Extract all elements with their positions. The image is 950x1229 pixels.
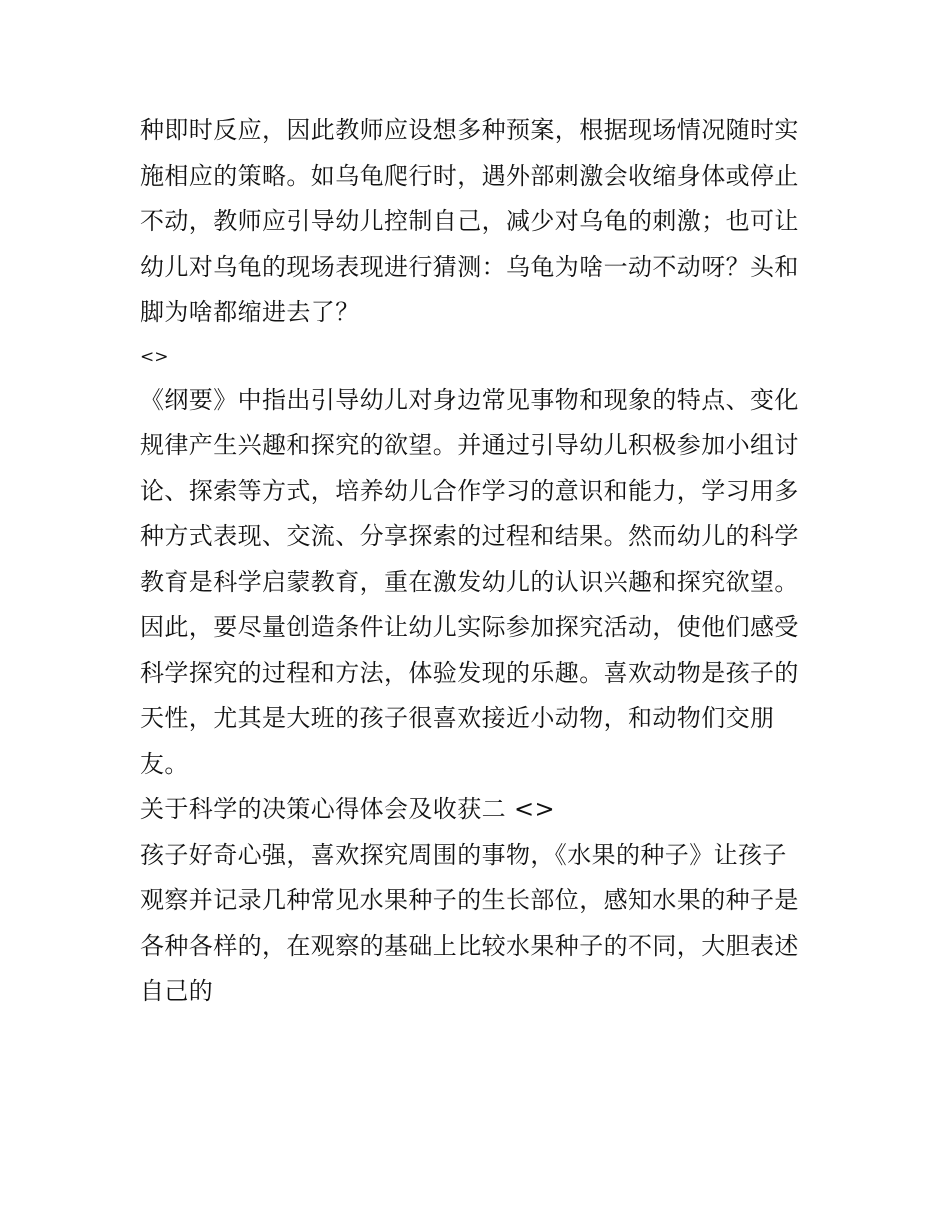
text-line: 幼儿对乌龟的现场表现进行猜测：乌龟为啥一动不动呀？头和: [140, 252, 799, 281]
text-line: 观察并记录几种常见水果种子的生长部位，感知水果的种子是: [140, 886, 799, 914]
section-heading: 关于科学的决策心得体会及收获二 <>: [140, 795, 556, 823]
text-line: 种方式表现、交流、分享探索的过程和结果。然而幼儿的科学: [140, 522, 799, 550]
text-line: 各种各样的，在观察的基础上比较水果种子的不同，大胆表述: [140, 931, 799, 960]
text-line: 科学探究的过程和方法，体验发现的乐趣。喜欢动物是孩子的: [140, 658, 799, 687]
text-line: 天性，尤其是大班的孩子很喜欢接近小动物，和动物们交朋: [140, 704, 775, 732]
text-line: 不动，教师应引导幼儿控制自己，减少对乌龟的刺激；也可让: [140, 207, 799, 235]
document-body: [140, 108, 820, 1015]
text-line: 《纲要》中指出引导幼儿对身边常见事物和现象的特点、变化: [140, 385, 799, 414]
text-line: 规律产生兴趣和探究的欲望。并通过引导幼儿积极参加小组讨: [140, 431, 799, 459]
text-line: 孩子好奇心强，喜欢探究周围的事物，《水果的种子》让孩子: [140, 840, 787, 869]
text-line: 自己的: [140, 977, 214, 1005]
text-line: 论、探索等方式，培养幼儿合作学习的意识和能力，学习用多: [140, 476, 799, 505]
text-line: 因此，要尽量创造条件让幼儿实际参加探究活动，使他们感受: [140, 613, 799, 641]
text-line: 教育是科学启蒙教育，重在激发幼儿的认识兴趣和探究欲望。: [140, 567, 799, 596]
text-line: 施相应的策略。如乌龟爬行时，遇外部刺激会收缩身体或停止: [140, 161, 799, 190]
text-line: 脚为啥都缩进去了？: [140, 298, 360, 326]
section-marker: <>: [140, 346, 169, 367]
text-line: 种即时反应，因此教师应设想多种预案，根据现场情况随时实: [140, 116, 799, 144]
text-line: 友。: [140, 749, 189, 778]
